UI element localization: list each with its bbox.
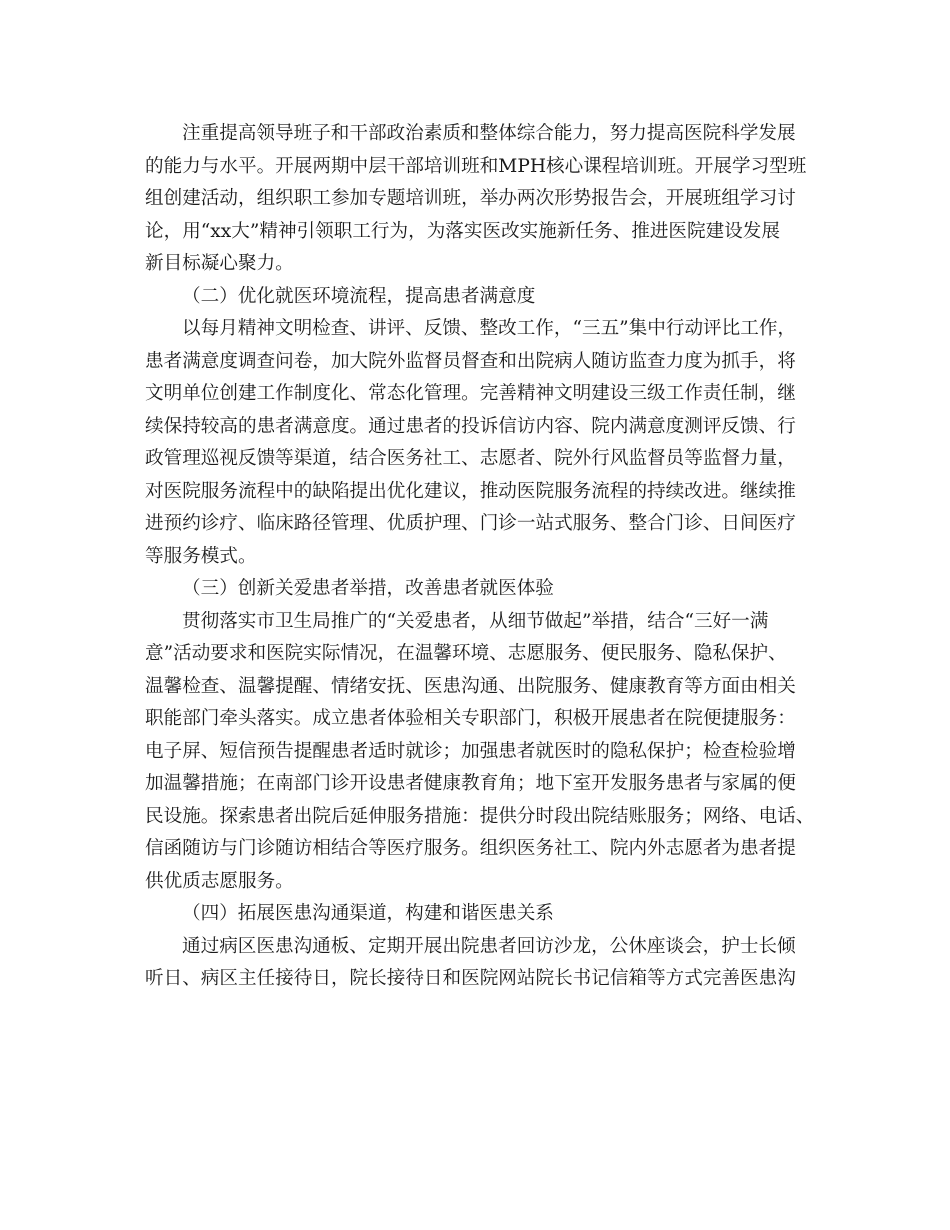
paragraph-line: 等服务模式。 (145, 545, 257, 567)
paragraph-line: 政管理巡视反馈等渠道，结合医务社工、志愿者、院外行风监督员等监督力量， (145, 448, 796, 469)
paragraph-line: 注重提高领导班子和干部政治素质和整体综合能力，努力提高医院科学发展 (182, 123, 796, 144)
paragraph-line: 患者满意度调查问卷，加大院外监督员督查和出院病人随访监查力度为抓手，将 (145, 350, 796, 372)
paragraph-line: 信函随访与门诊随访相结合等医疗服务。组织医务社工、院内外志愿者为患者提 (145, 838, 796, 859)
paragraph-line: 续保持较高的患者满意度。通过患者的投诉信访内容、院内满意度测评反馈、行 (145, 415, 796, 437)
paragraph-line: 加温馨措施；在南部门诊开设患者健康教育角；地下室开发服务患者与家属的便 (145, 773, 796, 794)
paragraph-line: 意”活动要求和医院实际情况，在温馨环境、志愿服务、便民服务、隐私保护、 (145, 643, 787, 664)
paragraph-line: 论，用“xx大”精神引领职工行为，为落实医改实施新任务、推进医院建设发展 (145, 220, 780, 242)
paragraph-line: 进预约诊疗、临床路径管理、优质护理、门诊一站式服务、整合门诊、日间医疗 (145, 513, 796, 534)
paragraph-line: 组创建活动，组织职工参加专题培训班，举办两次形势报告会，开展班组学习讨 (145, 188, 796, 209)
paragraph-line: 通过病区医患沟通板、定期开展出院患者回访沙龙，公休座谈会，护士长倾 (182, 935, 796, 957)
paragraph-line: 文明单位创建工作制度化、常态化管理。完善精神文明建设三级工作责任制，继 (145, 383, 796, 404)
paragraph-line: 职能部门牵头落实。成立患者体验相关专职部门，积极开展患者在院便捷服务： (145, 708, 796, 729)
section-heading: （三）创新关爱患者举措，改善患者就医体验 (182, 578, 554, 599)
paragraph-line: 民设施。探索患者出院后延伸服务措施：提供分时段出院结账服务；网络、电话、 (145, 805, 815, 827)
paragraph-line: 供优质志愿服务。 (145, 870, 294, 892)
paragraph-line: 听日、病区主任接待日，院长接待日和医院网站院长书记信箱等方式完善医患沟 (145, 968, 796, 989)
document-body (145, 118, 815, 996)
paragraph-line: 贯彻落实市卫生局推广的“关爱患者，从细节做起”举措，结合“三好一满 (182, 610, 769, 632)
section-heading: （四）拓展医患沟通渠道，构建和谐医患关系 (182, 903, 554, 924)
paragraph-line: 以每月精神文明检查、讲评、反馈、整改工作，“三五”集中行动评比工作， (182, 318, 797, 339)
paragraph-line: 电子屏、短信预告提醒患者适时就诊；加强患者就医时的隐私保护；检查检验增 (145, 740, 796, 762)
section-heading: （二）优化就医环境流程，提高患者满意度 (182, 285, 536, 307)
paragraph-line: 新目标凝心聚力。 (145, 253, 294, 274)
paragraph-line: 的能力与水平。开展两期中层干部培训班和MPH核心课程培训班。开展学习型班 (145, 155, 807, 177)
paragraph-line: 对医院服务流程中的缺陷提出优化建议，推动医院服务流程的持续改进。继续推 (145, 480, 796, 502)
paragraph-line: 温馨检查、温馨提醒、情绪安抚、医患沟通、出院服务、健康教育等方面由相关 (145, 675, 796, 697)
